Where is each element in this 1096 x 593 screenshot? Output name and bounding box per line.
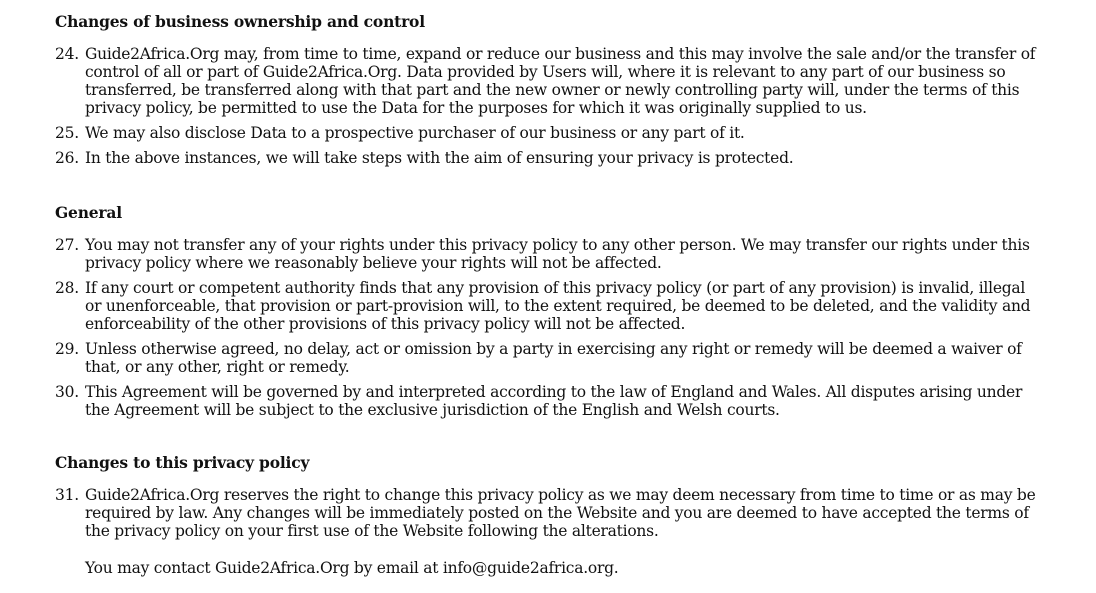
- clause-number: 26.: [55, 149, 79, 167]
- section-heading: Changes to this privacy policy: [55, 453, 310, 472]
- clause-24: [55, 45, 1045, 117]
- clause-number: 31.: [55, 486, 79, 504]
- clause-28: [55, 279, 1045, 333]
- clause-number: 30.: [55, 383, 79, 401]
- section-business-ownership: [55, 12, 1045, 167]
- contact-line: You may contact Guide2Africa.Org by email at info@guide2africa.org.: [85, 559, 619, 577]
- section-general: [55, 203, 1045, 419]
- clause-30: [55, 383, 1045, 419]
- privacy-policy-document: [55, 12, 1045, 593]
- clause-number: 28.: [55, 279, 79, 297]
- section-policy-changes: [55, 453, 1045, 577]
- clause-text: Guide2Africa.Org may, from time to time, expand or reduce our business and this may involve the sale and/or the transfer of control of all or part of Guide2Africa.Org. Data provided by Users will, where it is relevant to any part of our business so transferred, be transferred along with that part and the new owner or newly controlling party will, under the terms of this privacy policy, be permitted to use the Data for the purposes for which it was originally supplied to us.: [85, 45, 1036, 117]
- clause-text: Guide2Africa.Org reserves the right to change this privacy policy as we may deem necessary from time to time or as may be required by law. Any changes will be immediately posted on the Website and you are deemed to have accepted the terms of the privacy policy on your first use of the Website following the alterations.: [85, 486, 1036, 540]
- clause-25: [55, 124, 1045, 142]
- clause-31: [55, 486, 1045, 540]
- clause-text: You may not transfer any of your rights under this privacy policy to any other person. We may transfer our rights under this privacy policy where we reasonably believe your rights will not be affected.: [85, 236, 1030, 272]
- clause-29: [55, 340, 1045, 376]
- clause-number: 27.: [55, 236, 79, 254]
- clause-number: 25.: [55, 124, 79, 142]
- clause-list: [55, 236, 1045, 419]
- clause-number: 29.: [55, 340, 79, 358]
- clause-text: We may also disclose Data to a prospective purchaser of our business or any part of it.: [85, 124, 745, 142]
- clause-list: [55, 486, 1045, 540]
- clause-26: [55, 149, 1045, 167]
- clause-text: Unless otherwise agreed, no delay, act or omission by a party in exercising any right or remedy will be deemed a waiver of that, or any other, right or remedy.: [85, 340, 1022, 376]
- clause-text: This Agreement will be governed by and interpreted according to the law of England and Wales. All disputes arising under the Agreement will be subject to the exclusive jurisdiction of the English and Welsh courts.: [85, 383, 1023, 419]
- clause-text: In the above instances, we will take steps with the aim of ensuring your privacy is protected.: [85, 149, 794, 167]
- section-heading: General: [55, 203, 122, 222]
- clause-text: If any court or competent authority finds that any provision of this privacy policy (or part of any provision) is invalid, illegal or unenforceable, that provision or part-provision will, to the extent required, be deemed to be deleted, and the validity and enforceability of the other provisions of this privacy policy will not be affected.: [85, 279, 1031, 333]
- clause-27: [55, 236, 1045, 272]
- clause-number: 24.: [55, 45, 79, 63]
- section-heading: Changes of business ownership and control: [55, 12, 425, 31]
- clause-list: [55, 45, 1045, 167]
